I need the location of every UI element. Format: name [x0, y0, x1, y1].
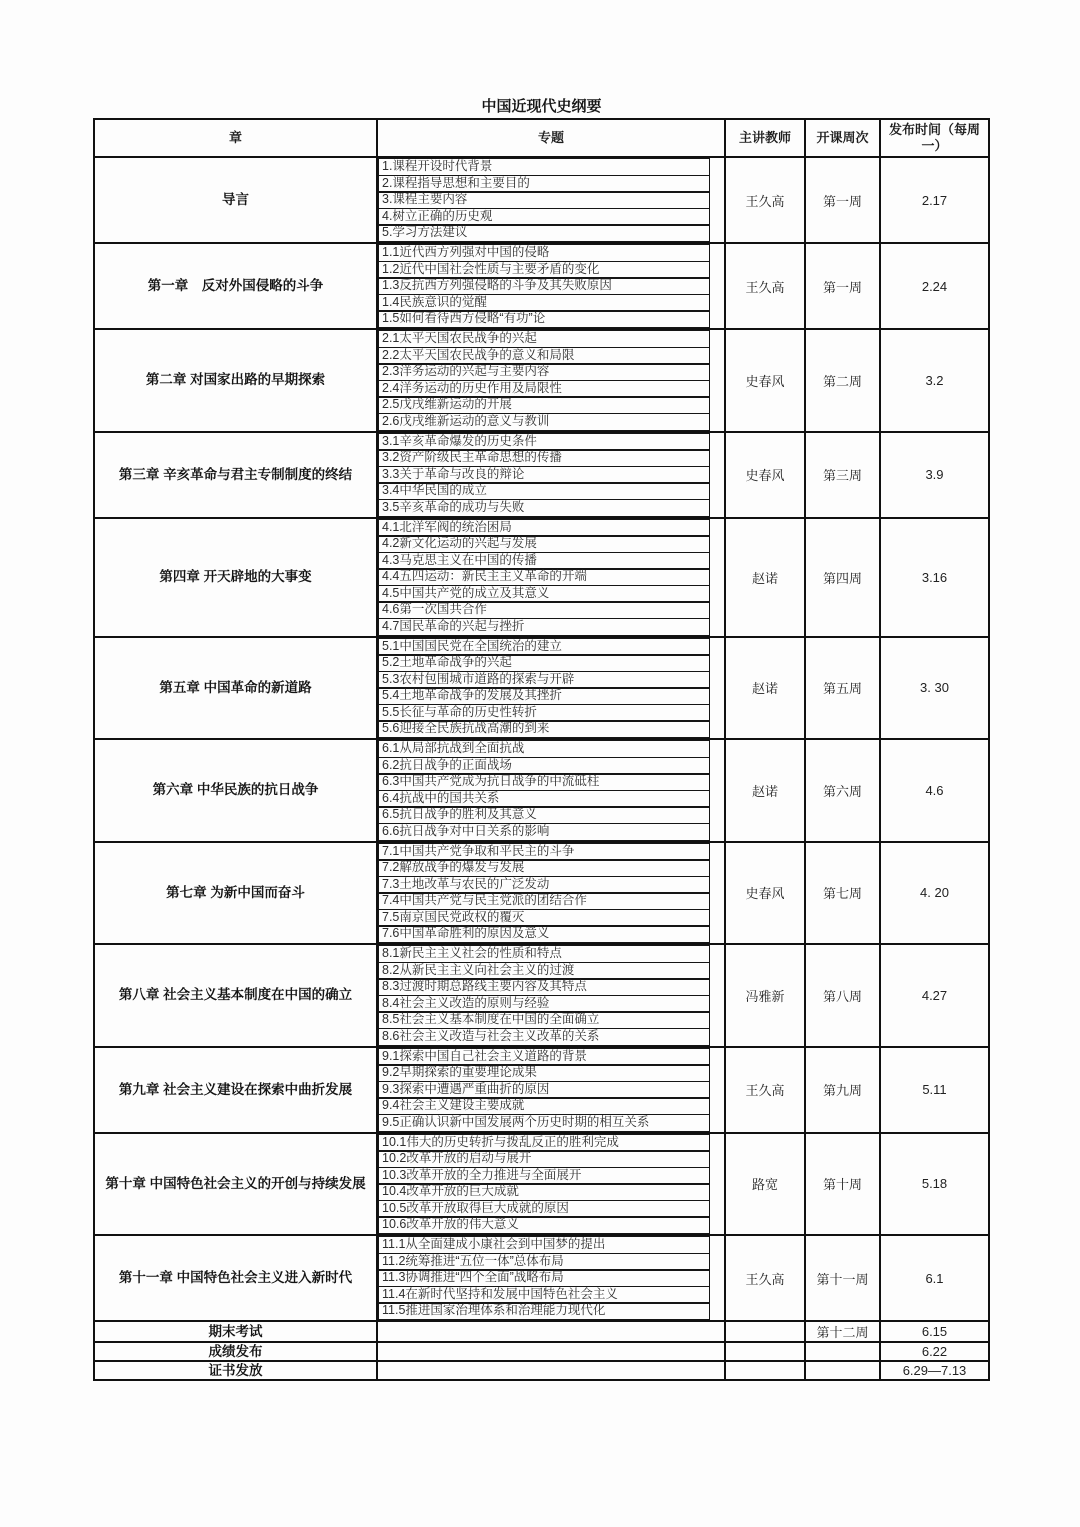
date-cell: 4.27 — [921, 987, 948, 1003]
table-row — [95, 244, 988, 330]
topic-item: 5.5长征与革命的历史性转折 — [378, 704, 710, 722]
topic-item: 7.1中国共产党争取和平民主的斗争 — [378, 843, 710, 861]
topics-cell — [378, 1134, 726, 1235]
topic-item: 9.2早期探索的重要理论成果 — [378, 1064, 710, 1082]
topic-item: 2.5戊戌维新运动的开展 — [378, 396, 710, 414]
topic-item: 8.3过渡时期总路线主要内容及其特点 — [378, 978, 710, 996]
topic-item: 4.3马克思主义在中国的传播 — [378, 552, 710, 570]
topic-item: 1.2近代中国社会性质与主要矛盾的变化 — [378, 261, 710, 279]
date-cell: 3. 30 — [920, 680, 949, 696]
date-cell: 5.18 — [921, 1176, 948, 1192]
chapter-cell: 第五章 中国革命的新道路 — [95, 638, 378, 739]
chapter-cell: 期末考试 — [95, 1322, 378, 1341]
week-cell: 第二周 — [806, 330, 881, 431]
topics-cell — [378, 519, 726, 636]
topic-item: 5.学习方法建议 — [378, 224, 710, 242]
topic-item: 6.5抗日战争的胜利及其意义 — [378, 806, 710, 824]
date-cell: 4. 20 — [920, 885, 949, 901]
week-cell: 第四周 — [806, 519, 881, 636]
table-row — [95, 843, 988, 946]
chapter-cell: 导言 — [95, 158, 378, 242]
topics-cell — [378, 1048, 726, 1132]
chapter-cell: 第十章 中国特色社会主义的开创与持续发展 — [95, 1134, 378, 1235]
topic-item: 5.6迎接全民族抗战高潮的到来 — [378, 720, 710, 738]
teacher-cell: 赵诺 — [726, 638, 806, 739]
topic-item: 1.课程开设时代背景 — [378, 158, 710, 176]
topic-item: 6.1从局部抗战到全面抗战 — [378, 740, 710, 758]
topics-cell — [378, 638, 726, 739]
teacher-cell: 王久高 — [726, 158, 806, 242]
date-cell: 2.24 — [921, 278, 948, 294]
topic-item: 3.5辛亥革命的成功与失败 — [378, 499, 710, 517]
topics-cell — [378, 945, 726, 1046]
topic-item: 8.1新民主主义社会的性质和特点 — [378, 945, 710, 963]
week-cell: 第一周 — [806, 158, 881, 242]
week-cell: 第六周 — [806, 740, 881, 841]
topics-cell — [378, 330, 726, 431]
topic-item: 10.6改革开放的伟大意义 — [378, 1216, 710, 1234]
topic-item: 11.5推进国家治理体系和治理能力现代化 — [378, 1302, 710, 1320]
topic-item: 10.1伟大的历史转折与拨乱反正的胜利完成 — [378, 1134, 710, 1152]
topic-item: 2.1太平天国农民战争的兴起 — [378, 330, 710, 348]
table-row — [95, 1362, 988, 1379]
topic-item: 1.4民族意识的觉醒 — [378, 294, 710, 312]
topic-item: 9.5正确认识新中国发展两个历史时期的相互关系 — [378, 1114, 710, 1132]
topic-item: 10.4改革开放的巨大成就 — [378, 1183, 710, 1201]
topics-cell — [378, 1343, 726, 1360]
week-cell: 第十一周 — [806, 1236, 881, 1320]
teacher-cell: 史春风 — [726, 433, 806, 517]
chapter-cell: 第九章 社会主义建设在探索中曲折发展 — [95, 1048, 378, 1132]
date-cell: 4.6 — [925, 782, 944, 798]
topic-item: 4.1北洋军阀的统治困局 — [378, 519, 710, 537]
chapter-cell: 第一章 反对外国侵略的斗争 — [95, 244, 378, 328]
topic-item: 2.6戊戌维新运动的意义与教训 — [378, 413, 710, 431]
week-cell: 第十周 — [806, 1134, 881, 1235]
topic-item: 5.3农村包围城市道路的探索与开辟 — [378, 671, 710, 689]
table-row — [95, 519, 988, 638]
table-row — [95, 740, 988, 843]
topic-item: 6.2抗日战争的正面战场 — [378, 757, 710, 775]
date-cell: 6.15 — [921, 1324, 948, 1339]
teacher-cell: 赵诺 — [726, 519, 806, 636]
topic-item: 4.5中国共产党的成立及其意义 — [378, 585, 710, 603]
week-cell: 第八周 — [806, 945, 881, 1046]
week-cell: 第十二周 — [806, 1322, 881, 1341]
topic-item: 3.课程主要内容 — [378, 191, 710, 209]
table-row — [95, 638, 988, 741]
topic-item: 10.2改革开放的启动与展开 — [378, 1150, 710, 1168]
date-cell: 3.9 — [925, 467, 944, 482]
topics-cell — [378, 158, 726, 242]
topic-item: 5.1中国国民党在全国统治的建立 — [378, 638, 710, 656]
page-title: 中国近现代史纲要 — [481, 98, 602, 115]
table-row — [95, 158, 988, 244]
teacher-cell: 王久高 — [726, 244, 806, 328]
topic-item: 2.3洋务运动的兴起与主要内容 — [378, 363, 710, 381]
date-cell: 3.2 — [925, 372, 944, 388]
date-cell: 5.11 — [922, 1082, 947, 1097]
table-body — [95, 158, 988, 1379]
topic-item: 1.3反抗西方列强侵略的斗争及其失败原因 — [378, 277, 710, 295]
course-schedule-table — [93, 118, 990, 1381]
table-row — [95, 1343, 988, 1362]
topic-item: 6.6抗日战争对中日关系的影响 — [378, 823, 710, 841]
topics-cell — [378, 1362, 726, 1379]
topic-item: 11.1从全面建成小康社会到中国梦的提出 — [378, 1236, 710, 1254]
week-cell: 第五周 — [806, 638, 881, 739]
teacher-cell: 史春风 — [726, 330, 806, 431]
topic-item: 8.5社会主义基本制度在中国的全面确立 — [378, 1011, 710, 1029]
topic-item: 4.树立正确的历史观 — [378, 208, 710, 226]
date-cell: 2.17 — [921, 192, 948, 208]
table-header-row — [95, 120, 988, 158]
table-row — [95, 1236, 988, 1322]
teacher-cell: 王久高 — [726, 1048, 806, 1132]
column-header-release-date: 发布时间（每周一） — [888, 122, 980, 153]
table-row — [95, 1322, 988, 1343]
column-header-teacher: 主讲教师 — [726, 120, 806, 156]
topic-item: 4.7国民革命的兴起与挫折 — [378, 618, 710, 636]
teacher-cell — [726, 1362, 806, 1379]
topic-item: 10.5改革开放取得巨大成就的原因 — [378, 1200, 710, 1218]
table-row — [95, 330, 988, 433]
column-header-chapter: 章 — [95, 120, 378, 156]
week-cell: 第三周 — [806, 433, 881, 517]
teacher-cell: 赵诺 — [726, 740, 806, 841]
chapter-cell: 第八章 社会主义基本制度在中国的确立 — [95, 945, 378, 1046]
column-header-week: 开课周次 — [806, 120, 881, 156]
date-cell: 6.22 — [921, 1344, 948, 1359]
topic-item: 3.3关于革命与改良的辩论 — [378, 466, 710, 484]
date-cell: 6.29—7.13 — [902, 1363, 967, 1378]
topic-item: 11.3协调推进“四个全面”战略布局 — [378, 1269, 710, 1287]
topic-item: 4.6第一次国共合作 — [378, 601, 710, 619]
topic-item: 5.2土地革命战争的兴起 — [378, 654, 710, 672]
week-cell — [806, 1343, 881, 1360]
topic-item: 3.2资产阶级民主革命思想的传播 — [378, 449, 710, 467]
chapter-cell: 第七章 为新中国而奋斗 — [95, 843, 378, 944]
topic-item: 3.4中华民国的成立 — [378, 482, 710, 500]
topic-item: 3.1辛亥革命爆发的历史条件 — [378, 433, 710, 451]
topics-cell — [378, 1236, 726, 1320]
teacher-cell: 路宽 — [726, 1134, 806, 1235]
week-cell: 第九周 — [806, 1048, 881, 1132]
date-cell: 6.1 — [925, 1270, 944, 1286]
week-cell: 第七周 — [806, 843, 881, 944]
topics-cell — [378, 740, 726, 841]
chapter-cell: 证书发放 — [95, 1362, 378, 1379]
chapter-cell: 成绩发布 — [95, 1343, 378, 1360]
topic-item: 10.3改革开放的全力推进与全面展开 — [378, 1167, 710, 1185]
chapter-cell: 第二章 对国家出路的早期探索 — [95, 330, 378, 431]
topic-item: 8.2从新民主主义向社会主义的过渡 — [378, 962, 710, 980]
topic-item: 8.4社会主义改造的原则与经验 — [378, 995, 710, 1013]
topic-item: 4.2新文化运动的兴起与发展 — [378, 535, 710, 553]
topic-item: 9.4社会主义建设主要成就 — [378, 1097, 710, 1115]
topic-item: 8.6社会主义改造与社会主义改革的关系 — [378, 1028, 710, 1046]
date-cell: 3.16 — [921, 569, 948, 585]
week-cell: 第一周 — [806, 244, 881, 328]
week-cell — [806, 1362, 881, 1379]
topic-item: 7.2解放战争的爆发与发展 — [378, 859, 710, 877]
topics-cell — [378, 433, 726, 517]
table-row — [95, 945, 988, 1048]
teacher-cell: 冯雅新 — [726, 945, 806, 1046]
teacher-cell — [726, 1322, 806, 1341]
topic-item: 7.6中国革命胜利的原因及意义 — [378, 925, 710, 943]
chapter-cell: 第十一章 中国特色社会主义进入新时代 — [95, 1236, 378, 1320]
topic-item: 7.5南京国民党政权的覆灭 — [378, 909, 710, 927]
topics-cell — [378, 843, 726, 944]
table-row — [95, 433, 988, 519]
topic-item: 11.4在新时代坚持和发展中国特色社会主义 — [378, 1286, 710, 1304]
topic-item: 7.4中国共产党与民主党派的团结合作 — [378, 892, 710, 910]
topic-item: 4.4五四运动：新民主主义革命的开端 — [378, 568, 710, 586]
topic-item: 5.4土地革命战争的发展及其挫折 — [378, 687, 710, 705]
topic-item: 9.1探索中国自己社会主义道路的背景 — [378, 1048, 710, 1066]
topic-item: 2.2太平天国农民战争的意义和局限 — [378, 347, 710, 365]
column-header-topic: 专题 — [378, 120, 726, 156]
topic-item: 11.2统筹推进“五位一体”总体布局 — [378, 1253, 710, 1271]
table-row — [95, 1048, 988, 1134]
table-row — [95, 1134, 988, 1237]
topic-item: 9.3探索中遭遇严重曲折的原因 — [378, 1081, 710, 1099]
teacher-cell — [726, 1343, 806, 1360]
chapter-cell: 第六章 中华民族的抗日战争 — [95, 740, 378, 841]
chapter-cell: 第三章 辛亥革命与君主专制制度的终结 — [95, 433, 378, 517]
teacher-cell: 史春风 — [726, 843, 806, 944]
topic-item: 1.5如何看待西方侵略“有功”论 — [378, 310, 710, 328]
topic-item: 1.1近代西方列强对中国的侵略 — [378, 244, 710, 262]
topics-cell — [378, 244, 726, 328]
topic-item: 7.3土地改革与农民的广泛发动 — [378, 876, 710, 894]
topic-item: 6.4抗战中的国共关系 — [378, 790, 710, 808]
teacher-cell: 王久高 — [726, 1236, 806, 1320]
topic-item: 2.课程指导思想和主要目的 — [378, 175, 710, 193]
chapter-cell: 第四章 开天辟地的大事变 — [95, 519, 378, 636]
topic-item: 6.3中国共产党成为抗日战争的中流砥柱 — [378, 773, 710, 791]
topic-item: 2.4洋务运动的历史作用及局限性 — [378, 380, 710, 398]
topics-cell — [378, 1322, 726, 1341]
